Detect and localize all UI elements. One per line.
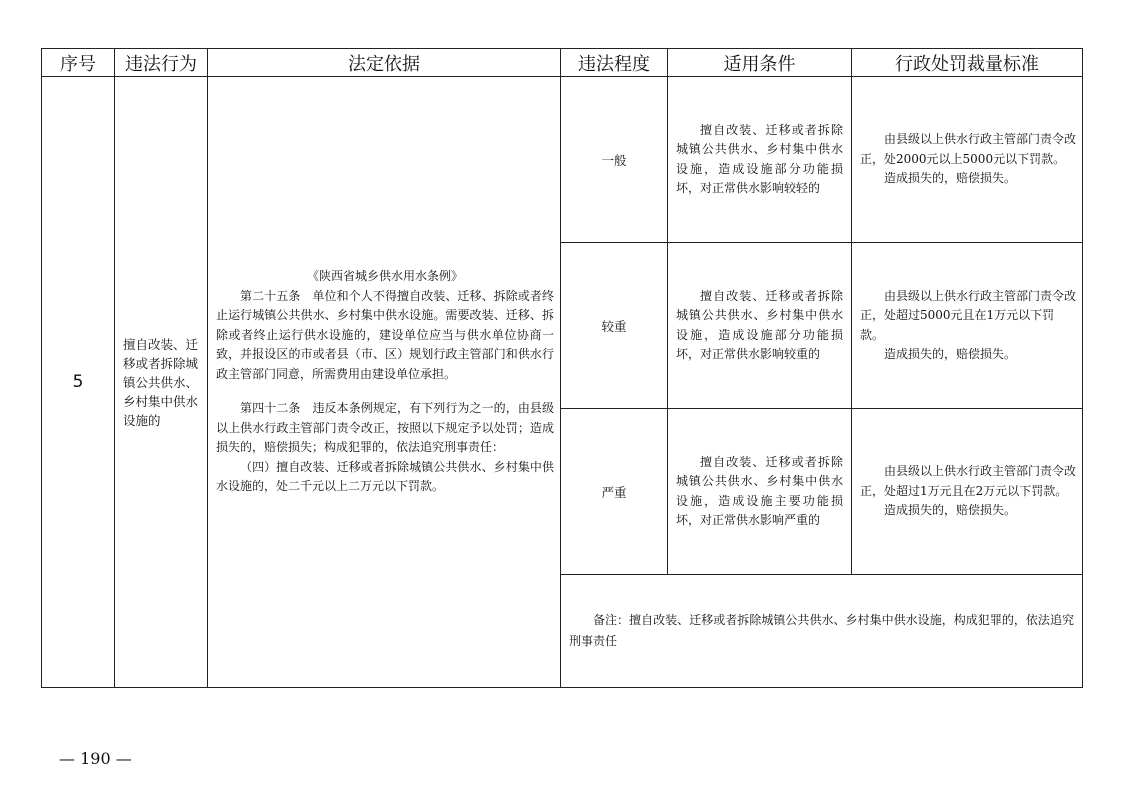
header-legal-basis: 法定依据 [208, 49, 561, 77]
degree-general: 一般 [561, 77, 668, 243]
condition-text: 擅自改装、迁移或者拆除城镇公共供水、乡村集中供水设施，造成设施部分功能损坏，对正常供水影响较重的 [676, 288, 843, 361]
law-title: 《陕西省城乡供水用水条例》 [306, 269, 463, 284]
condition-general [668, 77, 852, 243]
degree-severe: 严重 [561, 409, 668, 575]
page-number: — 190 — [59, 749, 132, 768]
law-article-25: 第二十五条 单位和个人不得擅自改装、迁移、拆除或者终止运行城镇公共供水、乡村集中供水设施。需要改装、迁移、拆除或者终止运行供水设施的，建设单位应当与供水单位协商一致，并报设区的市或者县（市、区）规划行政主管部门和供水行政主管部门同意，所需费用由建设单位承担。 [216, 288, 554, 381]
degree-serious: 较重 [561, 243, 668, 409]
row-index: 5 [42, 77, 115, 688]
penalty-general [852, 77, 1083, 243]
law-article-42-item-4: （四）擅自改装、迁移或者拆除城镇公共供水、乡村集中供水设施的，处二千元以上二万元以下罚款。 [216, 459, 554, 494]
header-condition: 适用条件 [668, 49, 852, 77]
legal-basis-cell [208, 77, 561, 688]
table-header-row [42, 49, 1083, 77]
violation-cell: 擅自改装、迁移或者拆除城镇公共供水、乡村集中供水设施的 [115, 77, 208, 688]
law-article-42: 第四十二条 违反本条例规定，有下列行为之一的，由县级以上供水行政主管部门责令改正，按照以下规定予以处罚；造成损失的，赔偿损失；构成犯罪的，依法追究刑事责任： [216, 401, 554, 455]
note-text: 备注：擅自改装、迁移或者拆除城镇公共供水、乡村集中供水设施，构成犯罪的，依法追究刑事责任 [569, 613, 1074, 648]
header-penalty-standard: 行政处罚裁量标准 [852, 49, 1083, 77]
penalty-table [41, 48, 1083, 688]
penalty-text: 由县级以上供水行政主管部门责令改正，处超过5000元且在1万元以下罚款。 [860, 288, 1077, 342]
compensation-text: 造成损失的，赔偿损失。 [884, 171, 1017, 186]
compensation-text: 造成损失的，赔偿损失。 [884, 347, 1017, 361]
penalty-serious [852, 243, 1083, 409]
table-row [42, 77, 1083, 243]
header-degree: 违法程度 [561, 49, 668, 77]
header-index: 序号 [42, 49, 115, 77]
penalty-text: 由县级以上供水行政主管部门责令改正，处超过1万元且在2万元以下罚款。 [860, 464, 1077, 498]
condition-serious [668, 243, 852, 409]
penalty-severe [852, 409, 1083, 575]
note-cell [561, 575, 1083, 688]
condition-severe [668, 409, 852, 575]
condition-text: 擅自改装、迁移或者拆除城镇公共供水、乡村集中供水设施，造成设施主要功能损坏，对正常供水影响严重的 [676, 454, 843, 527]
penalty-text: 由县级以上供水行政主管部门责令改正，处2000元以上5000元以下罚款。 [860, 132, 1077, 166]
header-violation: 违法行为 [115, 49, 208, 77]
condition-text: 擅自改装、迁移或者拆除城镇公共供水、乡村集中供水设施，造成设施部分功能损坏，对正常供水影响较轻的 [676, 122, 843, 195]
compensation-text: 造成损失的，赔偿损失。 [884, 503, 1017, 518]
